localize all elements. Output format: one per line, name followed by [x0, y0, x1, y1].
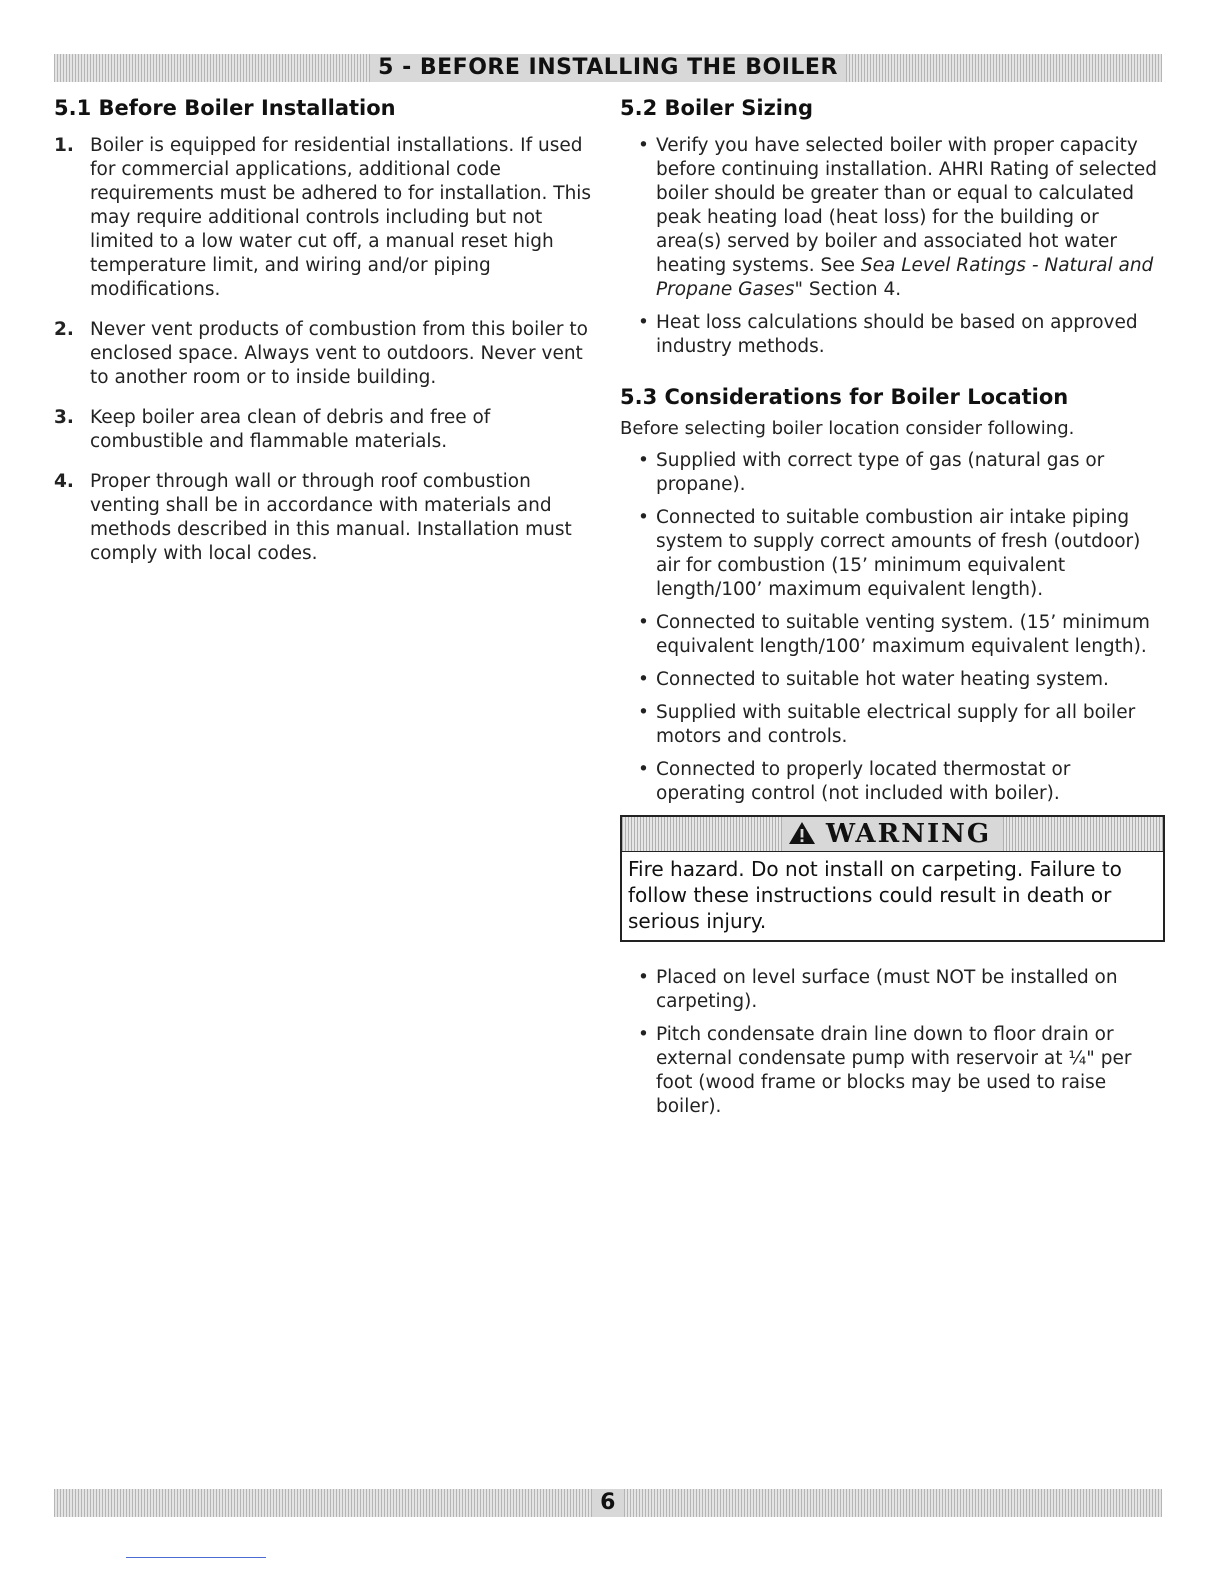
footer-rule: [126, 1557, 266, 1558]
section-title-band: [54, 54, 1162, 82]
list-item: • Pitch condensate drain line down to floor drain or external condensate pump with reservoir at ¼" per foot (wood frame or blocks may be used to raise boiler).: [638, 1023, 1165, 1119]
heading-5-3: 5.3 Considerations for Boiler Location: [620, 385, 1069, 409]
item-text: Boiler is equipped for residential installations. If used for commercial applications, additional code requirements must be adhered to for installation. This may require additional controls including but not limited to a low water cut off, a manual reset high temperature limit, and wiring and/or piping modifications.: [90, 135, 592, 300]
ratings-reference: Sea Level Ratings - Natural and Propane Gases": [656, 255, 1154, 300]
page-number: 6: [592, 1489, 624, 1517]
list-item: • Supplied with suitable electrical supply for all boiler motors and controls.: [638, 701, 1165, 749]
warning-title: [782, 817, 1003, 851]
left-column: [54, 96, 599, 582]
right-column: [620, 96, 1165, 1128]
list-item: • Heat loss calculations should be based on approved industry methods.: [638, 311, 1165, 359]
list-item: • Connected to properly located thermostat or operating control (not included with boiler).: [638, 758, 1165, 806]
list-item: [638, 134, 1165, 302]
warning-header: [622, 817, 1163, 852]
list-item: • Connected to suitable venting system. (15’ minimum equivalent length/100’ maximum equivalent length).: [638, 611, 1165, 659]
section-reference: Section 4.: [803, 279, 902, 300]
location-list-continued: [620, 966, 1165, 1119]
warning-box: [620, 815, 1165, 942]
list-item: [54, 470, 599, 566]
item-text: Keep boiler area clean of debris and free of combustible and flammable materials.: [90, 407, 491, 452]
list-item: [54, 134, 599, 302]
installation-list: [54, 134, 599, 566]
warning-triangle-icon: [788, 821, 816, 845]
list-item: [54, 318, 599, 390]
heading-5-2: 5.2 Boiler Sizing: [620, 96, 813, 120]
list-item: • Placed on level surface (must NOT be installed on carpeting).: [638, 966, 1165, 1014]
page-number-band: [54, 1489, 1162, 1517]
heading-5-1: 5.1 Before Boiler Installation: [54, 96, 396, 120]
item-number: 3.: [54, 407, 74, 428]
list-item: • Connected to suitable combustion air intake piping system to supply correct amounts of fresh (outdoor) air for combustion (15’ minimum equivalent length/100’ maximum equivalent length).: [638, 506, 1165, 602]
location-list: [620, 449, 1165, 806]
location-intro: Before selecting boiler location consider following.: [620, 418, 1075, 439]
item-number: 4.: [54, 471, 74, 492]
item-number: 1.: [54, 135, 74, 156]
section-title: 5 - BEFORE INSTALLING THE BOILER: [370, 54, 846, 82]
sizing-text: Verify you have selected boiler with proper capacity before continuing installation. AHRI Rating of selected boiler should be greater than or equal to calculated peak heating load (heat loss) for the building or area(s) served by boiler and associated hot water heating systems. See: [656, 135, 1157, 276]
sizing-list: [620, 134, 1165, 359]
item-text: Never vent products of combustion from this boiler to enclosed space. Always vent to outdoors. Never vent to another room or to inside building.: [90, 319, 588, 388]
list-item: [54, 406, 599, 454]
list-item: • Supplied with correct type of gas (natural gas or propane).: [638, 449, 1165, 497]
item-text: Proper through wall or through roof combustion venting shall be in accordance with materials and methods described in this manual. Installation must comply with local codes.: [90, 471, 572, 564]
item-number: 2.: [54, 319, 74, 340]
warning-label: WARNING: [820, 817, 997, 851]
warning-text: Fire hazard. Do not install on carpeting. Failure to follow these instructions could result in death or serious injury.: [628, 857, 1122, 933]
list-item: • Connected to suitable hot water heating system.: [638, 668, 1165, 692]
